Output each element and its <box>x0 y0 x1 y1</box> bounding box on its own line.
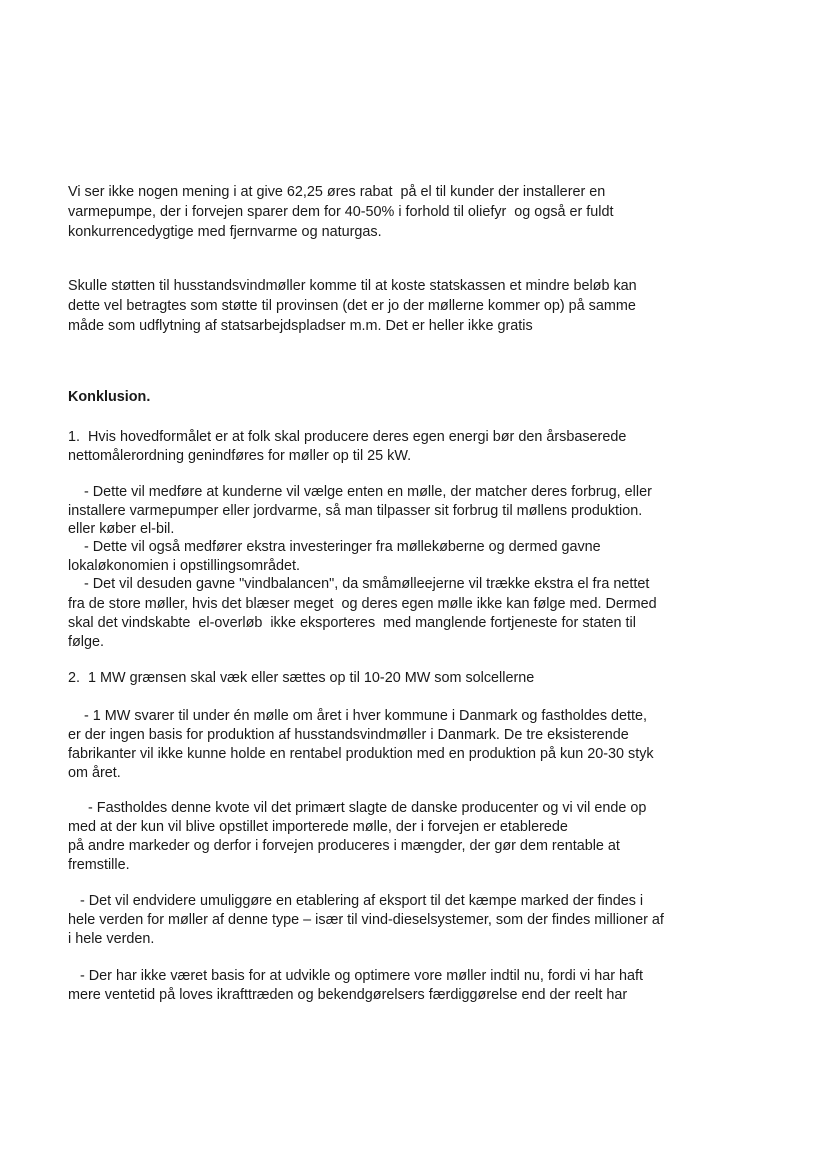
para-1-line-2: varmepumpe, der i forvejen sparer dem for 40-50% i forhold til oliefyr og også er fuldt <box>68 204 614 220</box>
point-2a-line-3: fabrikanter vil ikke kunne holde en rentabel produktion med en produktion på kun 20-30 styk <box>68 746 654 762</box>
point-2b-line-2: med at der kun vil blive opstillet importerede mølle, der i forvejen er etablerede <box>68 819 568 835</box>
point-1-bullet-line-4: - Dette vil også medfører ekstra investeringer fra møllekøberne og dermed gavne <box>68 539 601 555</box>
point-2a-line-2: er der ingen basis for produktion af husstandsvindmøller i Danmark. De tre eksisterende <box>68 727 629 743</box>
point-2c-line-1: - Det vil endvidere umuliggøre en etablering af eksport til det kæmpe marked der findes i <box>68 893 644 909</box>
para-2-line-3: måde som udflytning af statsarbejdspladser m.m. Det er heller ikke gratis <box>68 318 533 334</box>
point-2a-line-1: - 1 MW svarer til under én mølle om året i hver kommune i Danmark og fastholdes dette, <box>68 708 648 724</box>
para-2-line-2: dette vel betragtes som støtte til provinsen (det er jo der møllerne kommer op) på samme <box>68 298 636 314</box>
point-2d-line-2: mere ventetid på loves ikrafttræden og bekendgørelsers færdiggørelse end der reelt har <box>68 987 628 1003</box>
point-1-bullet-line-5: lokaløkonomien i opstillingsområdet. <box>68 558 300 574</box>
point-2-line-1: 2. 1 MW grænsen skal væk eller sættes op til 10-20 MW som solcellerne <box>68 670 535 686</box>
point-2a-line-4: om året. <box>68 765 121 781</box>
para-1-line-1: Vi ser ikke nogen mening i at give 62,25 øres rabat på el til kunder der installerer en <box>68 184 606 200</box>
point-1-bullet-line-8: skal det vindskabte el-overløb ikke eksporteres med manglende fortjeneste for staten til <box>68 615 636 631</box>
para-2-line-1: Skulle støtten til husstandsvindmøller komme til at koste statskassen et mindre beløb kan <box>68 278 637 294</box>
point-2b-line-1: - Fastholdes denne kvote vil det primært slagte de danske producenter og vi vil ende op <box>68 800 647 816</box>
point-1-bullet-line-2: installere varmepumper eller jordvarme, så man tilpasser sit forbrug til møllens produktion. <box>68 503 643 519</box>
point-2d-line-1: - Der har ikke været basis for at udvikle og optimere vore møller indtil nu, fordi vi har haft <box>68 968 644 984</box>
point-2c-line-2: hele verden for møller af denne type – især til vind-dieselsystemer, som der findes millioner af <box>68 912 664 928</box>
point-2c-line-3: i hele verden. <box>68 931 155 947</box>
point-1-line-1: 1. Hvis hovedformålet er at folk skal producere deres egen energi bør den årsbaserede <box>68 429 627 445</box>
point-1-bullet-line-7: fra de store møller, hvis det blæser meget og deres egen mølle ikke kan følge med. Dermed <box>68 596 657 612</box>
point-2b-line-4: fremstille. <box>68 857 130 873</box>
point-1-bullet-line-6: - Det vil desuden gavne "vindbalancen", da småmølleejerne vil trække ekstra el fra nettet <box>68 576 650 592</box>
point-2b-line-3: på andre markeder og derfor i forvejen produceres i mængder, der gør dem rentable at <box>68 838 620 854</box>
section-heading: Konklusion. <box>68 389 151 405</box>
point-1-bullet-line-9: følge. <box>68 634 104 650</box>
point-1-bullet-line-1: - Dette vil medføre at kunderne vil vælge enten en mølle, der matcher deres forbrug, eller <box>68 484 652 500</box>
point-1-line-2: nettomålerordning genindføres for møller op til 25 kW. <box>68 448 412 464</box>
point-1-bullet-line-3: eller køber el-bil. <box>68 521 175 537</box>
para-1-line-3: konkurrencedygtige med fjernvarme og naturgas. <box>68 224 382 240</box>
